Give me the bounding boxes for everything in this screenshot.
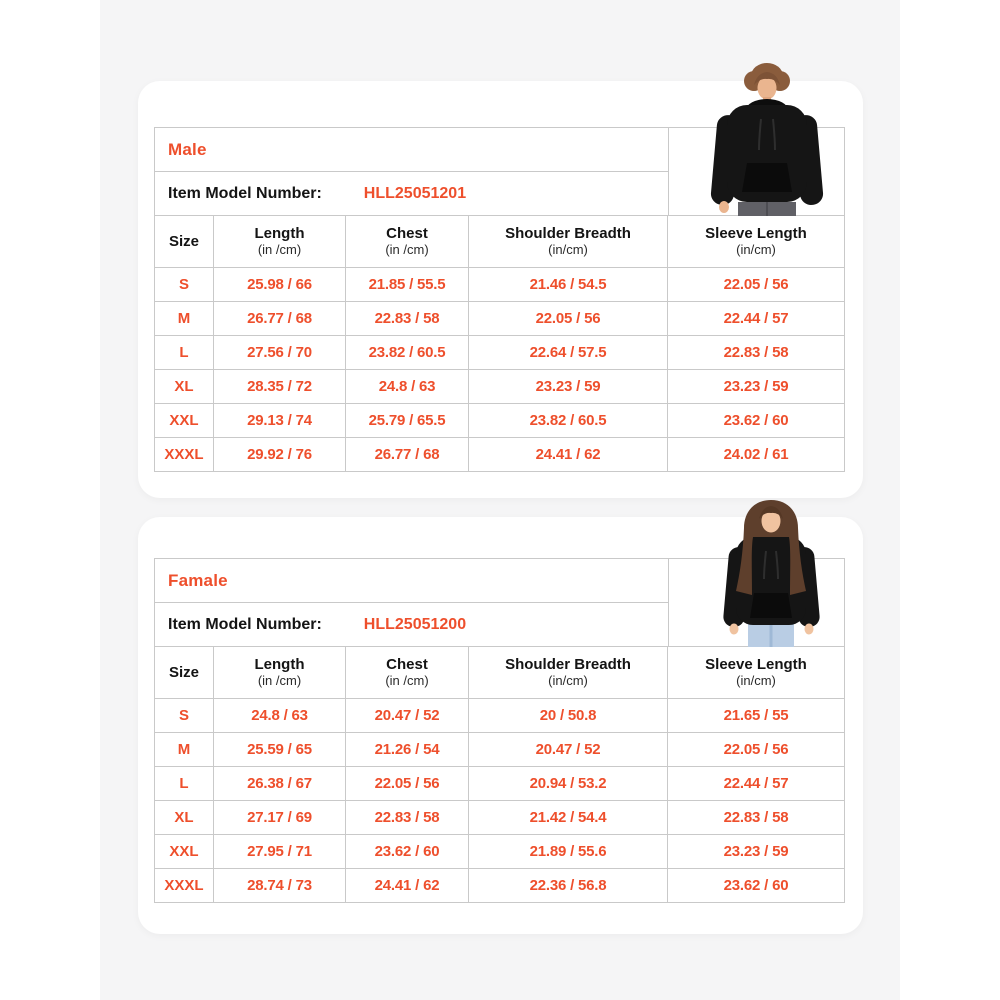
table-title-block <box>155 559 669 646</box>
measurement-cell: 26.77 / 68 <box>346 438 469 471</box>
item-model-number: HLL25051201 <box>363 184 467 202</box>
item-model-label: Item Model Number: <box>168 615 322 633</box>
measurement-cell: 20 / 50.8 <box>469 699 668 732</box>
measurement-cell: 26.38 / 67 <box>214 767 346 800</box>
size-chart-table-female <box>154 558 845 903</box>
measurement-cell: 22.83 / 58 <box>723 344 789 361</box>
size-chart-card-female <box>138 517 863 934</box>
table-row <box>155 733 844 767</box>
gender-title: Famale <box>155 559 668 603</box>
table-top-section <box>155 559 844 647</box>
measurement-cell: 22.83 / 58 <box>346 801 469 834</box>
measurement-cell: 25.79 / 65.5 <box>346 404 469 437</box>
measurement-cell: 23.62 / 60 <box>723 877 789 894</box>
measurement-cell: 23.62 / 60 <box>723 412 789 429</box>
size-label-cell: L <box>155 767 214 800</box>
measurement-cell: 24.8 / 63 <box>346 370 469 403</box>
model-photo-cell <box>669 559 844 646</box>
table-row <box>155 370 844 404</box>
size-label-cell: XXL <box>155 835 214 868</box>
header-chest: Chest (in /cm) <box>346 647 469 698</box>
measurement-cell: 27.56 / 70 <box>214 336 346 369</box>
size-label-cell: M <box>155 733 214 766</box>
size-chart-card-male <box>138 81 863 498</box>
measurement-cell: 23.62 / 60 <box>346 835 469 868</box>
measurement-cell: 29.13 / 74 <box>214 404 346 437</box>
size-label-cell: XXXL <box>155 438 214 471</box>
size-label-cell: XL <box>155 370 214 403</box>
model-photo-cell <box>669 128 844 215</box>
table-body <box>155 268 844 471</box>
measurement-cell: 24.41 / 62 <box>469 438 668 471</box>
item-model-row <box>155 603 668 646</box>
size-label-cell: XXL <box>155 404 214 437</box>
table-row <box>155 268 844 302</box>
item-model-row <box>155 172 668 215</box>
measurement-cell: 23.23 / 59 <box>723 843 789 860</box>
size-label-cell: S <box>155 268 214 301</box>
measurement-cell: 22.05 / 56 <box>346 767 469 800</box>
measurement-cell: 22.44 / 57 <box>723 310 789 327</box>
measurement-cell: 27.17 / 69 <box>214 801 346 834</box>
measurement-cell: 22.83 / 58 <box>346 302 469 335</box>
measurement-cell: 21.65 / 55 <box>723 707 789 724</box>
table-row <box>155 767 844 801</box>
header-shoulder-breadth: Shoulder Breadth (in/cm) <box>469 216 668 267</box>
measurement-cell: 22.05 / 56 <box>469 302 668 335</box>
measurement-cell: 21.42 / 54.4 <box>469 801 668 834</box>
table-row <box>155 835 844 869</box>
measurement-cell: 20.47 / 52 <box>346 699 469 732</box>
table-row <box>155 404 844 438</box>
table-title-block <box>155 128 669 215</box>
measurement-cell: 21.89 / 55.6 <box>469 835 668 868</box>
header-shoulder-breadth: Shoulder Breadth (in/cm) <box>469 647 668 698</box>
measurement-cell: 24.41 / 62 <box>346 869 469 902</box>
measurement-cell: 23.82 / 60.5 <box>346 336 469 369</box>
measurement-cell: 21.26 / 54 <box>346 733 469 766</box>
measurement-cell: 21.46 / 54.5 <box>469 268 668 301</box>
table-header-row <box>155 216 844 268</box>
size-label-cell: XL <box>155 801 214 834</box>
header-length: Length (in /cm) <box>214 647 346 698</box>
size-label-cell: M <box>155 302 214 335</box>
size-label-cell: XXXL <box>155 869 214 902</box>
header-size: Size <box>155 216 214 267</box>
table-row <box>155 302 844 336</box>
measurement-cell: 23.23 / 59 <box>723 378 789 395</box>
measurement-cell: 23.23 / 59 <box>469 370 668 403</box>
size-label-cell: L <box>155 336 214 369</box>
measurement-cell: 28.74 / 73 <box>214 869 346 902</box>
table-body <box>155 699 844 902</box>
measurement-cell: 22.36 / 56.8 <box>469 869 668 902</box>
measurement-cell: 29.92 / 76 <box>214 438 346 471</box>
table-row <box>155 438 844 471</box>
measurement-cell: 26.77 / 68 <box>214 302 346 335</box>
measurement-cell: 24.8 / 63 <box>214 699 346 732</box>
measurement-cell: 22.83 / 58 <box>723 809 789 826</box>
table-row <box>155 336 844 370</box>
measurement-cell: 23.82 / 60.5 <box>469 404 668 437</box>
item-model-number: HLL25051200 <box>363 615 467 633</box>
header-sleeve-length: Sleeve Length (in/cm) <box>705 225 807 257</box>
measurement-cell: 22.64 / 57.5 <box>469 336 668 369</box>
measurement-cell: 22.05 / 56 <box>723 741 789 758</box>
measurement-cell: 28.35 / 72 <box>214 370 346 403</box>
size-label-cell: S <box>155 699 214 732</box>
table-row <box>155 699 844 733</box>
measurement-cell: 22.44 / 57 <box>723 775 789 792</box>
size-chart-table-male <box>154 127 845 472</box>
header-size: Size <box>155 647 214 698</box>
header-sleeve-length: Sleeve Length (in/cm) <box>705 656 807 688</box>
header-chest: Chest (in /cm) <box>346 216 469 267</box>
measurement-cell: 25.59 / 65 <box>214 733 346 766</box>
gender-title: Male <box>155 128 668 172</box>
measurement-cell: 24.02 / 61 <box>723 446 789 463</box>
table-row <box>155 869 844 902</box>
measurement-cell: 27.95 / 71 <box>214 835 346 868</box>
measurement-cell: 25.98 / 66 <box>214 268 346 301</box>
table-header-row <box>155 647 844 699</box>
item-model-label: Item Model Number: <box>168 184 322 202</box>
measurement-cell: 21.85 / 55.5 <box>346 268 469 301</box>
header-length: Length (in /cm) <box>214 216 346 267</box>
measurement-cell: 20.47 / 52 <box>469 733 668 766</box>
measurement-cell: 22.05 / 56 <box>723 276 789 293</box>
measurement-cell: 20.94 / 53.2 <box>469 767 668 800</box>
table-top-section <box>155 128 844 216</box>
table-row <box>155 801 844 835</box>
